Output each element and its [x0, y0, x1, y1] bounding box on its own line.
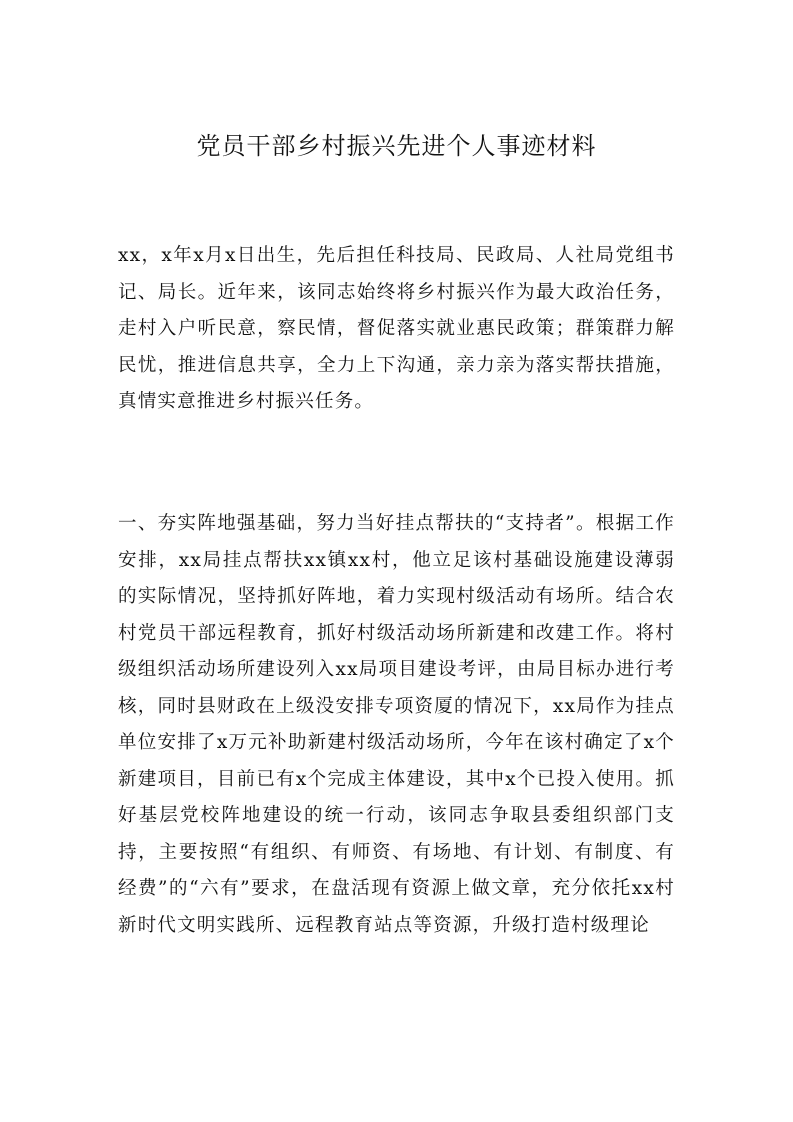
paragraph-section-one: 一、夯实阵地强基础，努力当好挂点帮扶的“支持者”。根据工作安排，xx局挂点帮扶xx镇xx村，他立足该村基础设施建设薄弱的实际情况，坚持抓好阵地，着力实现村级活动有场所。结合农村党员干部远程教育，抓好村级活动场所新建和改建工作。将村级组织活动场所建设列入xx局项目建设考评，由局目标办进行考核，同时县财政在上级没安排专项资厦的情况下，xx局作为挂点单位安排了x万元补助新建村级活动场所，今年在该村确定了x个新建项目，目前已有x个完成主体建设，其中x个已投入使用。抓好基层党校阵地建设的统一行动，该同志争取县委组织部门支持，主要按照“有组织、有师资、有场地、有计划、有制度、有经费”的“六有”要求，在盘活现有资源上做文章，充分依托xx村新时代文明实践所、远程教育站点等资源，升级打造村级理论	[118, 513, 675, 936]
document-title: 党员干部乡村振兴先进个人事迹材料	[196, 132, 597, 160]
paragraph-intro: xx，x年x月x日出生，先后担任科技局、民政局、人社局党组书记、局长。近年来，该同志始终将乡村振兴作为最大政治任务，走村入户听民意，察民情，督促落实就业惠民政策；群策群力解民忧，推进信息共享，全力上下沟通，亲力亲为落实帮扶措施，真情实意推进乡村振兴任务。	[118, 245, 675, 412]
